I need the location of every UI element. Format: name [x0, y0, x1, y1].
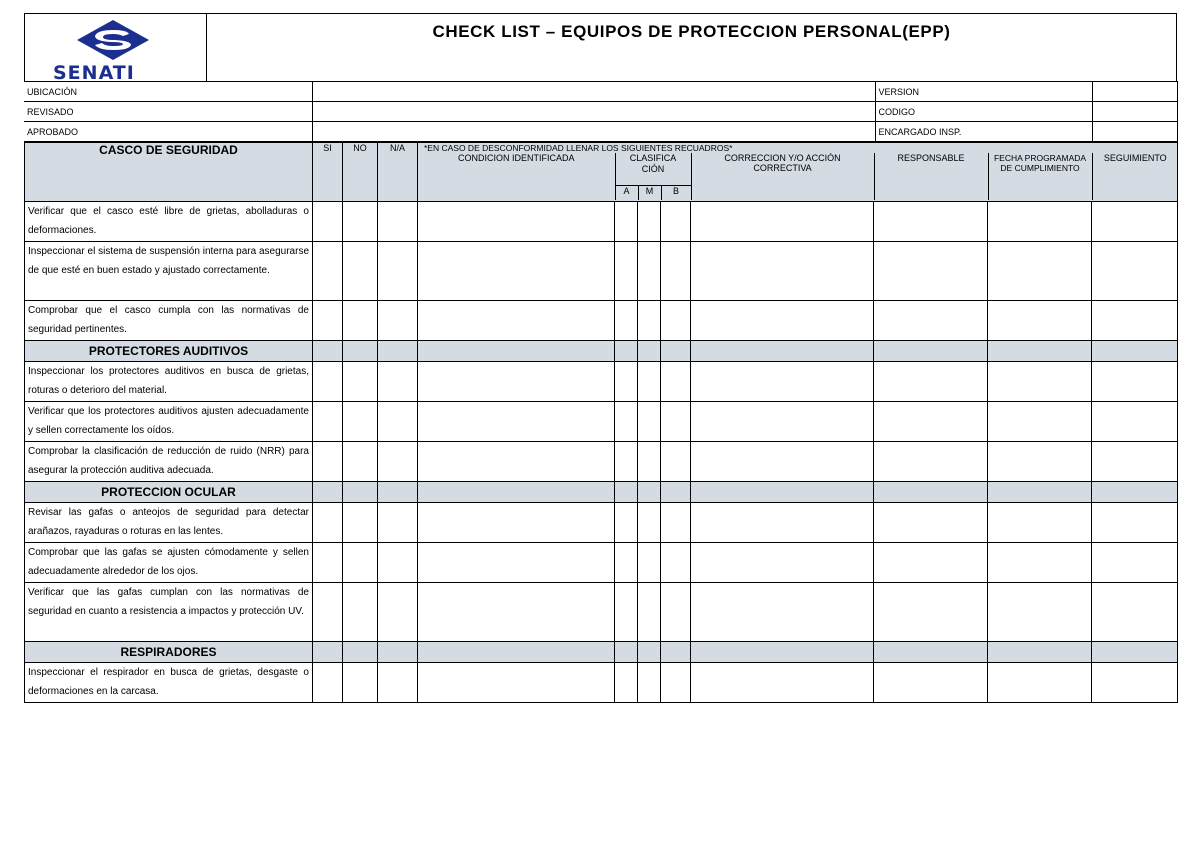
checklist-item: Verificar que los protectores auditivos ajusten adecuadamente y sellen correctamente los oídos. — [25, 401, 313, 441]
fecha-cell[interactable] — [988, 502, 1092, 542]
a-cell[interactable] — [615, 361, 638, 401]
meta-row — [24, 122, 1177, 142]
na-cell[interactable] — [378, 441, 418, 481]
responsable-cell[interactable] — [874, 241, 988, 300]
seguimiento-cell[interactable] — [1092, 582, 1178, 641]
b-cell[interactable] — [661, 401, 691, 441]
na-cell[interactable] — [378, 241, 418, 300]
section-title-respiradores: RESPIRADORES — [25, 641, 313, 662]
a-cell[interactable] — [615, 241, 638, 300]
ubicacion-value[interactable] — [312, 82, 875, 102]
na-cell[interactable] — [378, 300, 418, 340]
version-value[interactable] — [1092, 82, 1177, 102]
no-cell[interactable] — [343, 542, 378, 582]
meta-row — [24, 102, 1177, 122]
m-cell[interactable] — [638, 201, 661, 241]
a-cell[interactable] — [615, 201, 638, 241]
seguimiento-cell[interactable] — [1092, 361, 1178, 401]
correccion-cell[interactable] — [691, 662, 874, 702]
table-row — [25, 542, 1178, 582]
section-title-ocular: PROTECCION OCULAR — [25, 481, 313, 502]
no-cell[interactable] — [343, 582, 378, 641]
fecha-cell[interactable] — [988, 361, 1092, 401]
responsable-cell[interactable] — [874, 662, 988, 702]
condicion-cell[interactable] — [418, 582, 615, 641]
document-header — [24, 13, 1177, 84]
seguimiento-cell[interactable] — [1092, 401, 1178, 441]
table-row — [25, 582, 1178, 641]
checklist-item: Inspeccionar el respirador en busca de grietas, desgaste o deformaciones en la carcasa. — [25, 662, 313, 702]
col-no: NO — [343, 143, 378, 202]
ubicacion-label: UBICACIÓN — [24, 82, 312, 102]
b-cell[interactable] — [661, 241, 691, 300]
fecha-cell[interactable] — [988, 441, 1092, 481]
a-cell[interactable] — [615, 441, 638, 481]
responsable-cell[interactable] — [874, 542, 988, 582]
checklist-table — [24, 142, 1178, 703]
condicion-cell[interactable] — [418, 502, 615, 542]
col-clasificacion: CLASIFICA CIÓN — [615, 153, 691, 185]
fecha-cell[interactable] — [988, 662, 1092, 702]
checklist-item: Comprobar que las gafas se ajusten cómodamente y sellen adecuadamente alrededor de los ojos. — [25, 542, 313, 582]
col-na: N/A — [378, 143, 418, 202]
section-row — [25, 641, 1178, 662]
table-row — [25, 300, 1178, 340]
si-cell[interactable] — [313, 201, 343, 241]
responsable-cell[interactable] — [874, 401, 988, 441]
condicion-cell[interactable] — [418, 662, 615, 702]
si-cell[interactable] — [313, 241, 343, 300]
col-b: B — [661, 185, 691, 200]
fecha-cell[interactable] — [988, 241, 1092, 300]
checklist-item: Comprobar que el casco cumpla con las normativas de seguridad pertinentes. — [25, 300, 313, 340]
no-cell[interactable] — [343, 361, 378, 401]
m-cell[interactable] — [638, 502, 661, 542]
table-row — [25, 361, 1178, 401]
revisado-value[interactable] — [312, 102, 875, 122]
fecha-cell[interactable] — [988, 401, 1092, 441]
page-title: CHECK LIST – EQUIPOS DE PROTECCION PERSONAL(EPP) — [432, 22, 951, 41]
correccion-cell[interactable] — [691, 201, 874, 241]
responsable-cell[interactable] — [874, 300, 988, 340]
si-cell[interactable] — [313, 542, 343, 582]
correccion-cell[interactable] — [691, 241, 874, 300]
logo-cell — [25, 14, 207, 84]
no-cell[interactable] — [343, 401, 378, 441]
seguimiento-cell[interactable] — [1092, 542, 1178, 582]
si-cell[interactable] — [313, 361, 343, 401]
b-cell[interactable] — [661, 361, 691, 401]
seguimiento-cell[interactable] — [1092, 441, 1178, 481]
condicion-cell[interactable] — [418, 441, 615, 481]
senati-logo-icon — [75, 18, 151, 62]
m-cell[interactable] — [638, 300, 661, 340]
m-cell[interactable] — [638, 662, 661, 702]
si-cell[interactable] — [313, 441, 343, 481]
b-cell[interactable] — [661, 502, 691, 542]
correccion-cell[interactable] — [691, 401, 874, 441]
correccion-cell[interactable] — [691, 361, 874, 401]
col-m: M — [638, 185, 661, 200]
si-cell[interactable] — [313, 662, 343, 702]
a-cell[interactable] — [615, 542, 638, 582]
responsable-cell[interactable] — [874, 502, 988, 542]
table-row — [25, 441, 1178, 481]
si-cell[interactable] — [313, 300, 343, 340]
no-cell[interactable] — [343, 502, 378, 542]
correccion-cell[interactable] — [691, 542, 874, 582]
m-cell[interactable] — [638, 361, 661, 401]
checklist-item: Inspeccionar los protectores auditivos en busca de grietas, roturas o deterioro del material. — [25, 361, 313, 401]
a-cell[interactable] — [615, 582, 638, 641]
checklist-item: Revisar las gafas o anteojos de seguridad para detectar arañazos, rayaduras o roturas en las lentes. — [25, 502, 313, 542]
si-cell[interactable] — [313, 582, 343, 641]
fecha-cell[interactable] — [988, 300, 1092, 340]
b-cell[interactable] — [661, 201, 691, 241]
fecha-cell[interactable] — [988, 201, 1092, 241]
fecha-cell[interactable] — [988, 582, 1092, 641]
na-cell[interactable] — [378, 361, 418, 401]
no-cell[interactable] — [343, 441, 378, 481]
aprobado-value[interactable] — [312, 122, 875, 142]
table-row — [25, 241, 1178, 300]
a-cell[interactable] — [615, 662, 638, 702]
checklist-item: Comprobar la clasificación de reducción de ruido (NRR) para asegurar la protección auditiva adecuada. — [25, 441, 313, 481]
si-cell[interactable] — [313, 401, 343, 441]
section-title-casco: CASCO DE SEGURIDAD — [25, 143, 313, 202]
b-cell[interactable] — [661, 300, 691, 340]
table-row — [25, 662, 1178, 702]
m-cell[interactable] — [638, 241, 661, 300]
checklist-item: Verificar que el casco esté libre de grietas, abolladuras o deformaciones. — [25, 201, 313, 241]
responsable-cell[interactable] — [874, 361, 988, 401]
seguimiento-cell[interactable] — [1092, 300, 1178, 340]
table-row — [25, 502, 1178, 542]
a-cell[interactable] — [615, 401, 638, 441]
condicion-cell[interactable] — [418, 241, 615, 300]
col-responsable: RESPONSABLE — [874, 153, 988, 200]
title-cell — [207, 14, 1176, 81]
codigo-value[interactable] — [1092, 102, 1177, 122]
section-title-auditivos: PROTECTORES AUDITIVOS — [25, 340, 313, 361]
correccion-cell[interactable] — [691, 441, 874, 481]
section-row — [25, 481, 1178, 502]
meta-row — [24, 82, 1177, 102]
a-cell[interactable] — [615, 300, 638, 340]
m-cell[interactable] — [638, 542, 661, 582]
col-a: A — [615, 185, 638, 200]
table-row — [25, 201, 1178, 241]
encargado-label: ENCARGADO INSP. — [875, 122, 1092, 142]
b-cell[interactable] — [661, 542, 691, 582]
responsable-cell[interactable] — [874, 582, 988, 641]
meta-table — [24, 81, 1178, 142]
table-row — [25, 401, 1178, 441]
na-cell[interactable] — [378, 502, 418, 542]
logo-text: SENATI — [53, 62, 135, 84]
m-cell[interactable] — [638, 441, 661, 481]
na-cell[interactable] — [378, 201, 418, 241]
seguimiento-cell[interactable] — [1092, 662, 1178, 702]
na-cell[interactable] — [378, 662, 418, 702]
b-cell[interactable] — [661, 662, 691, 702]
condicion-cell[interactable] — [418, 300, 615, 340]
correccion-cell[interactable] — [691, 582, 874, 641]
version-label: VERSION — [875, 82, 1092, 102]
m-cell[interactable] — [638, 401, 661, 441]
nonconformity-block — [418, 143, 1178, 201]
correccion-cell[interactable] — [691, 300, 874, 340]
correccion-cell[interactable] — [691, 502, 874, 542]
seguimiento-cell[interactable] — [1092, 502, 1178, 542]
encargado-value[interactable] — [1092, 122, 1177, 142]
nonconformity-header — [418, 153, 1178, 200]
checklist-item: Inspeccionar el sistema de suspensión interna para asegurarse de que esté en buen estado y ajustado correctamente. — [25, 241, 313, 300]
seguimiento-cell[interactable] — [1092, 241, 1178, 300]
col-seguimiento: SEGUIMIENTO — [1103, 153, 1167, 163]
no-cell[interactable] — [343, 300, 378, 340]
checklist-sheet — [24, 13, 1177, 703]
responsable-cell[interactable] — [874, 441, 988, 481]
aprobado-label: APROBADO — [24, 122, 312, 142]
na-cell[interactable] — [378, 582, 418, 641]
column-header-row — [25, 143, 1178, 201]
si-cell[interactable] — [313, 502, 343, 542]
m-cell[interactable] — [638, 582, 661, 641]
fecha-cell[interactable] — [988, 542, 1092, 582]
nonconformity-note: *EN CASO DE DESCONFORMIDAD LLENAR LOS SIGUIENTES RECUADROS* — [424, 143, 733, 153]
condicion-cell[interactable] — [418, 401, 615, 441]
na-cell[interactable] — [378, 542, 418, 582]
b-cell[interactable] — [661, 582, 691, 641]
no-cell[interactable] — [343, 201, 378, 241]
responsable-cell[interactable] — [874, 201, 988, 241]
no-cell[interactable] — [343, 662, 378, 702]
section-row — [25, 340, 1178, 361]
seguimiento-cell[interactable] — [1092, 201, 1178, 241]
checklist-item: Verificar que las gafas cumplan con las normativas de seguridad en cuanto a resistencia a impactos y protección UV. — [25, 582, 313, 641]
b-cell[interactable] — [661, 441, 691, 481]
na-cell[interactable] — [378, 401, 418, 441]
codigo-label: CODIGO — [875, 102, 1092, 122]
no-cell[interactable] — [343, 241, 378, 300]
col-condicion: CONDICION IDENTIFICADA — [418, 153, 615, 200]
condicion-cell[interactable] — [418, 542, 615, 582]
revisado-label: REVISADO — [24, 102, 312, 122]
col-si: SI — [313, 143, 343, 202]
a-cell[interactable] — [615, 502, 638, 542]
col-fecha: FECHA PROGRAMADA DE CUMPLIMIENTO — [988, 153, 1092, 200]
col-correccion: CORRECCION Y/O ACCIÓN CORRECTIVA — [691, 153, 874, 200]
condicion-cell[interactable] — [418, 361, 615, 401]
condicion-cell[interactable] — [418, 201, 615, 241]
